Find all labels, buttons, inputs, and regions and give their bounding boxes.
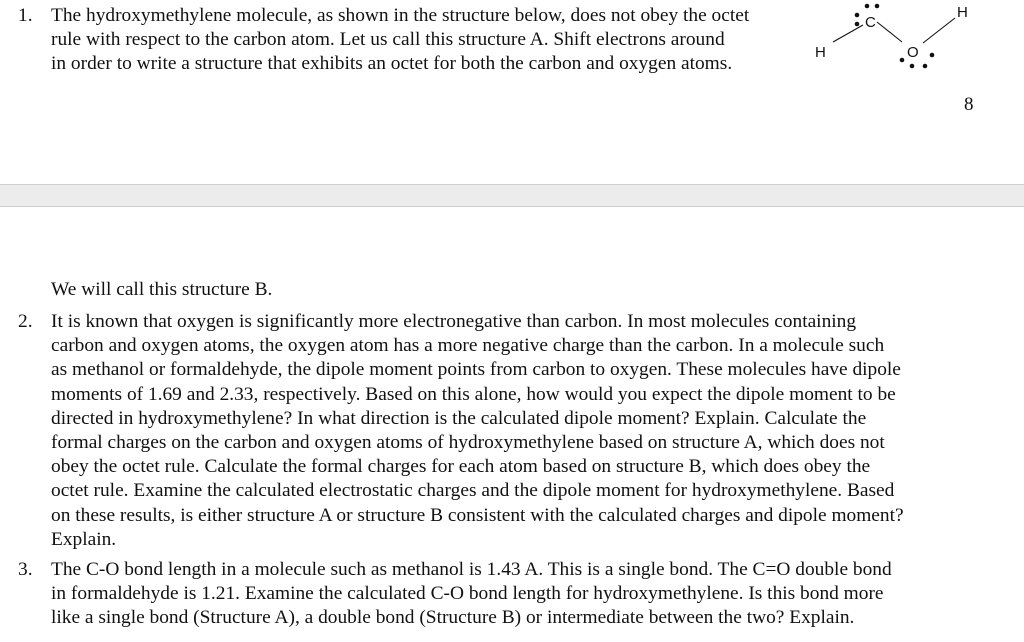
atom-o: O: [907, 44, 919, 61]
lone-pair-c-top-2: [875, 4, 880, 9]
bond-c-o: [877, 22, 902, 42]
bond-h-c: [833, 25, 863, 42]
question-2-text: It is known that oxygen is significantly more electronegative than carbon. In most molecules containing carbon and oxygen atoms, the oxygen atom has a more negative charge than the carbon. In a molecule such as methanol or formaldehyde, the dipole moment points from carbon to oxygen. These molecules have dipole moments of 1.69 and 2.33, respectively. Based on this alone, how would you expect the dipole moment to be directed in hydroxymethylene? In what direction is the calculated dipole moment? Explain. Calculate the formal charges on the carbon and oxygen atoms of hydroxymethylene based on structure A, which does not obey the octet rule. Calculate the formal charges for each atom based on structure B, which does obey the octet rule. Examine the calculated electrostatic charges and the dipole moment for hydroxymethylene. Based on these results, is either structure A or structure B consistent with the calculated charges and dipole moment? Explain.: [51, 311, 904, 550]
lone-pair-c-top-1: [865, 4, 870, 9]
lone-pair-o-1: [900, 58, 905, 63]
page-separator: [0, 184, 1024, 207]
question-3-text: The C-O bond length in a molecule such as methanol is 1.43 A. This is a single bond. The C=O double bond in formaldehyde is 1.21. Examine the calculated C-O bond length for hydroxymethylene. Is this bond more like a single bond (Structure A), a double bond (Structure B) or intermediate between the two? Explain.: [51, 559, 892, 629]
lone-pair-o-2: [910, 64, 915, 69]
question-3-number: 3.: [18, 559, 33, 580]
bond-o-h: [923, 18, 955, 43]
lone-pair-c-left-1: [855, 13, 860, 18]
lone-pair-o-3: [923, 64, 928, 69]
question-2-number: 2.: [18, 311, 33, 332]
page-number: 8: [964, 94, 974, 115]
hydroxymethylene-structure: [805, 0, 1005, 85]
lone-pair-o-4: [930, 53, 935, 58]
page-top: [0, 0, 1024, 184]
atom-h-left: H: [815, 44, 826, 61]
structure-b-intro: We will call this structure B.: [51, 279, 273, 300]
lone-pair-c-left-2: [855, 22, 860, 27]
atom-h-right: H: [957, 4, 968, 21]
question-1-text: The hydroxymethylene molecule, as shown in the structure below, does not obey the octet rule with respect to the carbon atom. Let us call this structure A. Shift electrons around in order to write a structure that exhibits an octet for both the carbon and oxygen atoms.: [51, 5, 750, 75]
atom-c: C: [865, 14, 876, 31]
question-1-number: 1.: [18, 5, 33, 26]
